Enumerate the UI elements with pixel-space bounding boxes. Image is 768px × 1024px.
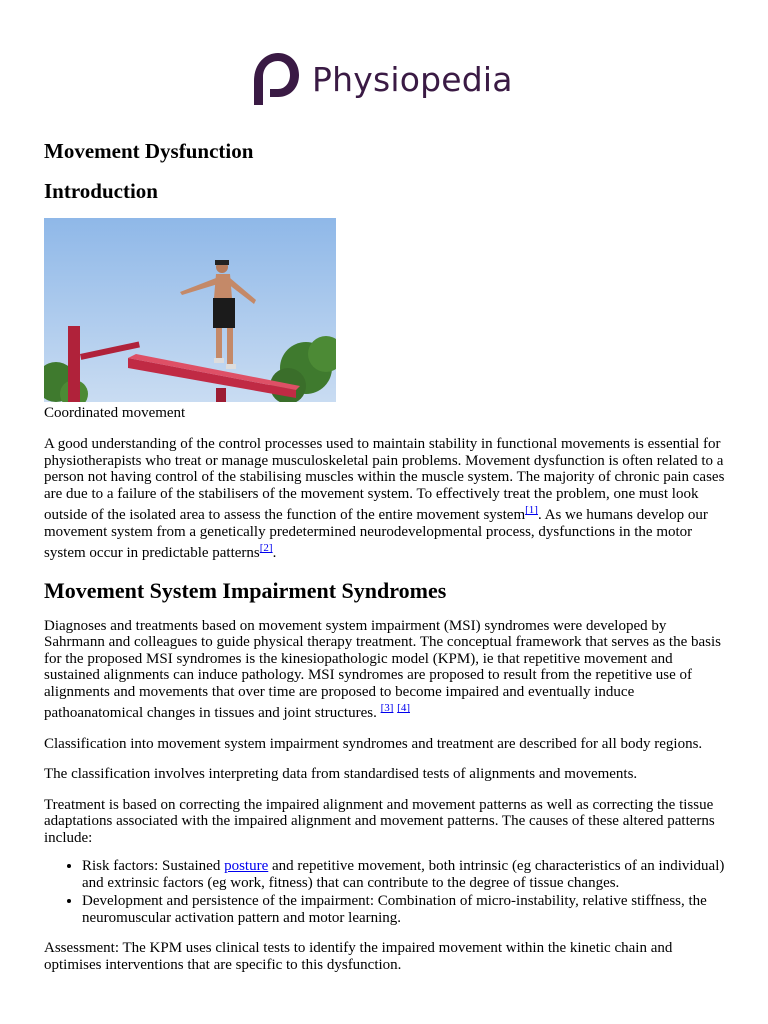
- physiopedia-logo[interactable]: [252, 50, 513, 108]
- msi-heading: Movement System Impairment Syndromes: [44, 577, 447, 603]
- ref-3-link[interactable]: [3]: [380, 702, 394, 714]
- figure: [44, 218, 726, 422]
- intro-paragraph: [44, 436, 726, 562]
- ref-1-link[interactable]: [1]: [525, 504, 538, 516]
- assessment-paragraph: Assessment: The KPM uses clinical tests to identify the impaired movement within the kinetic chain and optimises interventions that are specific to this dysfunction.: [44, 940, 673, 973]
- introduction-heading: Introduction: [44, 179, 158, 203]
- ref-2-link[interactable]: [2]: [259, 542, 273, 554]
- ref-4-link[interactable]: [4]: [397, 702, 410, 714]
- msi-paragraph-1: [44, 618, 726, 722]
- msi-paragraph-2: Classification into movement system impairment syndromes and treatment are described for all body regions.: [44, 735, 703, 752]
- physiopedia-p-icon: [252, 51, 300, 107]
- intro-text-3: .: [272, 545, 277, 561]
- msi-paragraph-3: The classification involves interpreting data from standardised tests of alignments and movements.: [44, 766, 638, 782]
- list-item-text: Risk factors: Sustained: [82, 858, 225, 874]
- msi-paragraph-4: Treatment is based on correcting the impaired alignment and movement patterns as well as correcting the tissue adaptations associated with the impaired alignment and movement patterns. The causes of these altered patterns include:: [44, 796, 715, 846]
- page-title: Movement Dysfunction: [44, 139, 254, 163]
- list-item-text: and repetitive movement, both intrinsic (eg characteristics of an individual) and extrinsic factors (eg work, fitness) that can contribute to the degree of tissue changes.: [82, 858, 725, 891]
- intro-text-1: A good understanding of the control processes used to maintain stability in functional movements is essential for physiotherapists who treat or manage musculoskeletal pain problems. Movement dysfunction is often related to a person not having control of the stabilising muscles within the muscle system. The majority of chronic pain cases are due to a failure of the stabilisers of the movement system. To effectively treat the problem, one must look outside of the isolated area to assess the function of the entire movement system: [44, 436, 725, 523]
- coordinated-movement-photo[interactable]: [44, 218, 336, 402]
- msi-text-1: Diagnoses and treatments based on movement system impairment (MSI) syndromes were developed by Sahrmann and colleagues to guide physical therapy treatment. The conceptual framework that serves as the basis for the proposed MSI syndromes is the kinesiopathologic model (KPM), ie that repetitive movement and sustained alignments can induce pathology. MSI syndromes are proposed to result from the repetitive use of alignments and movements that over time are proposed to become impaired and eventually induce pathoanatomical changes in tissues and joint structures.: [44, 617, 721, 721]
- figure-caption: Coordinated movement: [44, 405, 186, 421]
- causes-list: [44, 858, 726, 926]
- intro-text-2: . As we humans develop our movement system from a genetically predetermined neurodevelopmental process, dysfunctions in the motor system occur in predictable patterns: [44, 507, 708, 561]
- article-content: [44, 136, 726, 973]
- logo-wordmark: Physiopedia: [312, 59, 513, 99]
- list-item-development: • Development and persistence of the impairment: Combination of micro-instability, relative stiffness, the neuromuscular activation pattern and motor learning.: [82, 893, 726, 926]
- list-item-risk-factors: [82, 858, 726, 891]
- posture-link[interactable]: posture: [224, 858, 269, 874]
